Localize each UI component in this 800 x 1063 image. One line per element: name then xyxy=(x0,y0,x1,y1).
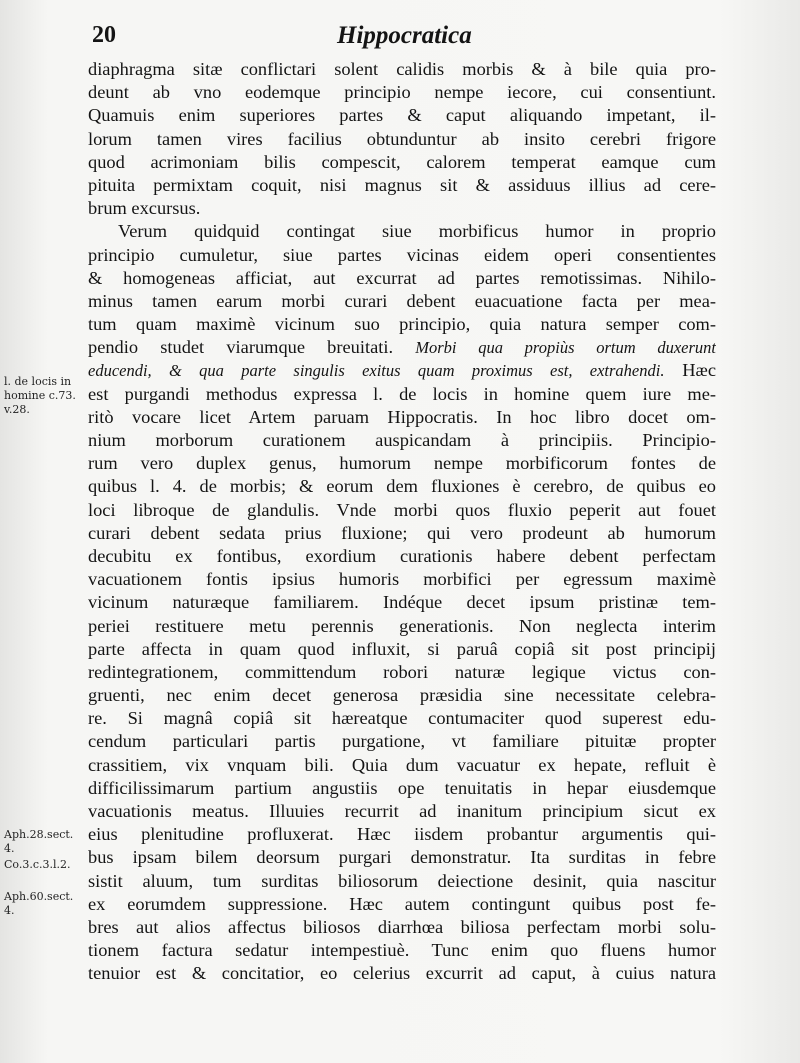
text-line xyxy=(88,336,716,359)
line-text: tenuior est & concitatior, eo celerius excurrit ad caput, à cuius natura xyxy=(88,963,716,984)
line-text: decubitu ex fontibus, exordium curationis habere debent perfectam xyxy=(88,545,716,566)
line-text: periei restituere metu perennis generationis. Non neglecta interim xyxy=(88,615,716,636)
text-line xyxy=(88,452,716,475)
text-line xyxy=(88,638,716,661)
text-line xyxy=(88,104,716,127)
margin-note: Aph.60.sect. xyxy=(4,890,74,903)
margin-notes xyxy=(0,0,90,1063)
line-text: ritò vocare licet Artem paruam Hippocratis. In hoc libro docet om- xyxy=(88,406,716,427)
line-text: Hæc xyxy=(682,360,716,381)
line-text: rum vero duplex genus, humorum nempe morbificorum fontes de xyxy=(88,453,716,474)
line-text: Verum quidquid contingat siue morbificus humor in proprio xyxy=(118,221,716,242)
line-text: deunt ab vno eodemque principio nempe iecore, cui consentiunt. xyxy=(88,82,716,103)
line-text: redintegrationem, committendum robori naturæ legique victus con- xyxy=(88,661,716,682)
line-text: gruenti, nec enim decet generosa præsidia sine necessitate celebra- xyxy=(88,685,716,706)
text-line xyxy=(88,128,716,151)
text-line xyxy=(88,591,716,614)
text-line xyxy=(88,151,716,174)
text-line xyxy=(88,81,716,104)
text-line xyxy=(88,545,716,568)
body-text xyxy=(88,58,716,986)
text-line xyxy=(88,383,716,406)
text-line xyxy=(88,939,716,962)
line-text: pendio studet viarumque breuitati. xyxy=(88,337,394,358)
line-text: vacuationis meatus. Illuuies recurrit ad inanitum principium sicut ex xyxy=(88,801,716,821)
italic-quotation: Morbi qua propiùs ortum duxerunt xyxy=(415,338,716,358)
line-text: cendum particulari partis purgatione, vt familiare pituitæ propter xyxy=(88,731,716,752)
text-line xyxy=(88,429,716,452)
line-text: bres aut alios affectus biliosos diarrhœa biliosa perfectam morbi solu- xyxy=(88,916,716,937)
line-text: parte affecta in quam quod influxit, si paruâ copiâ sit post principij xyxy=(88,638,716,659)
line-text: principio cumuletur, siue partes vicinas eidem operi consentientes xyxy=(88,244,716,265)
text-line xyxy=(88,730,716,753)
text-line xyxy=(88,475,716,498)
text-line xyxy=(88,823,716,846)
text-line xyxy=(88,174,716,197)
line-text: loci libroque de glandulis. Vnde morbi quos fluxio peperit aut fouet xyxy=(88,499,716,520)
text-line xyxy=(88,754,716,777)
page-header xyxy=(92,22,712,52)
italic-quotation: educendi, & qua parte singulis exitus quam proximus est, extrahendi. xyxy=(88,361,665,381)
line-text: eius plenitudine profluxerat. Hæc iisdem probantur argumentis qui- xyxy=(88,824,716,845)
text-line xyxy=(88,916,716,939)
line-text: ex eorumdem suppressione. Hæc autem contingunt quibus post fe- xyxy=(88,893,716,914)
line-text: re. Si magnâ copiâ sit hæreatque contumaciter quod superest edu- xyxy=(88,708,716,729)
text-line xyxy=(88,359,716,382)
text-line xyxy=(88,661,716,684)
line-text: difficilissimarum partium angustiis ope tenuitatis in hepar eiusdemque xyxy=(88,777,716,798)
text-line xyxy=(88,313,716,336)
line-text: curari debent sedata prius fluxione; qui vero prodeunt ab humorum xyxy=(88,522,716,543)
line-text: pituita permixtam coquit, nisi magnus sit & assiduus illius ad cere- xyxy=(88,174,716,195)
margin-note: Co.3.c.3.l.2. xyxy=(4,858,71,871)
line-text: quod acrimoniam bilis compescit, calorem temperat eamque cum xyxy=(88,151,716,172)
text-line xyxy=(88,615,716,638)
line-text: nium morborum curationem auspicandam à principiis. Principio- xyxy=(88,430,716,450)
text-line xyxy=(88,870,716,893)
line-text: & homogeneas afficiat, aut excurrat ad partes remotissimas. Nihilo- xyxy=(88,267,716,288)
text-line xyxy=(88,522,716,545)
line-text: crassitiem, vix vnquam bili. Quia dum vacuatur ex hepate, refluit è xyxy=(88,754,716,775)
line-text: vacuationem fontis ipsius humoris morbifici per egressum maximè xyxy=(88,569,716,590)
margin-note: 4. xyxy=(4,904,15,917)
margin-note: l. de locis in xyxy=(4,375,72,388)
page-number: 20 xyxy=(92,22,116,48)
text-line xyxy=(88,893,716,916)
line-text: tionem factura sedatur intempestiuè. Tunc enim quo fluens humor xyxy=(88,940,716,961)
text-line xyxy=(88,846,716,869)
margin-note: homine c.73. xyxy=(4,389,76,402)
text-line xyxy=(88,58,716,81)
margin-note: Aph.28.sect. xyxy=(4,828,74,841)
text-line xyxy=(88,707,716,730)
text-line xyxy=(88,962,716,985)
text-line xyxy=(88,499,716,522)
text-line xyxy=(88,568,716,591)
text-line xyxy=(88,684,716,707)
line-text: lorum tamen vires facilius obtunduntur ab insito cerebri frigore xyxy=(88,128,716,149)
text-line xyxy=(88,197,716,220)
text-line xyxy=(88,220,716,243)
line-text: brum excursus. xyxy=(88,198,201,219)
line-text: quibus l. 4. de morbis; & eorum dem fluxiones è cerebro, de quibus eo xyxy=(88,476,716,497)
line-text: diaphragma sitæ conflictari solent calidis morbis & à bile quia pro- xyxy=(88,59,716,79)
margin-note: 4. xyxy=(4,842,15,855)
text-line xyxy=(88,267,716,290)
line-text: minus tamen earum morbi curari debent euacuatione facta per mea- xyxy=(88,290,716,311)
line-text: bus ipsam bilem deorsum purgari demonstratur. Ita surditas in febre xyxy=(88,847,716,868)
line-text: vicinum naturæque familiarem. Indéque decet ipsum pristinæ tem- xyxy=(88,592,716,613)
line-text: sistit aluum, tum surditas biliosorum deiectione desinit, quia nascitur xyxy=(88,870,716,891)
line-text: Quamuis enim superiores partes & caput aliquando impetant, il- xyxy=(88,105,716,126)
text-line xyxy=(88,290,716,313)
margin-note: v.28. xyxy=(4,403,30,416)
text-line xyxy=(88,777,716,800)
line-text: est purgandi methodus expressa l. de locis in homine quem iure me- xyxy=(88,383,716,404)
line-text: tum quam maximè vicinum suo principio, quia natura semper com- xyxy=(88,314,716,335)
text-line xyxy=(88,800,716,823)
text-line xyxy=(88,406,716,429)
text-line xyxy=(88,244,716,267)
running-head: Hippocratica xyxy=(337,22,472,49)
